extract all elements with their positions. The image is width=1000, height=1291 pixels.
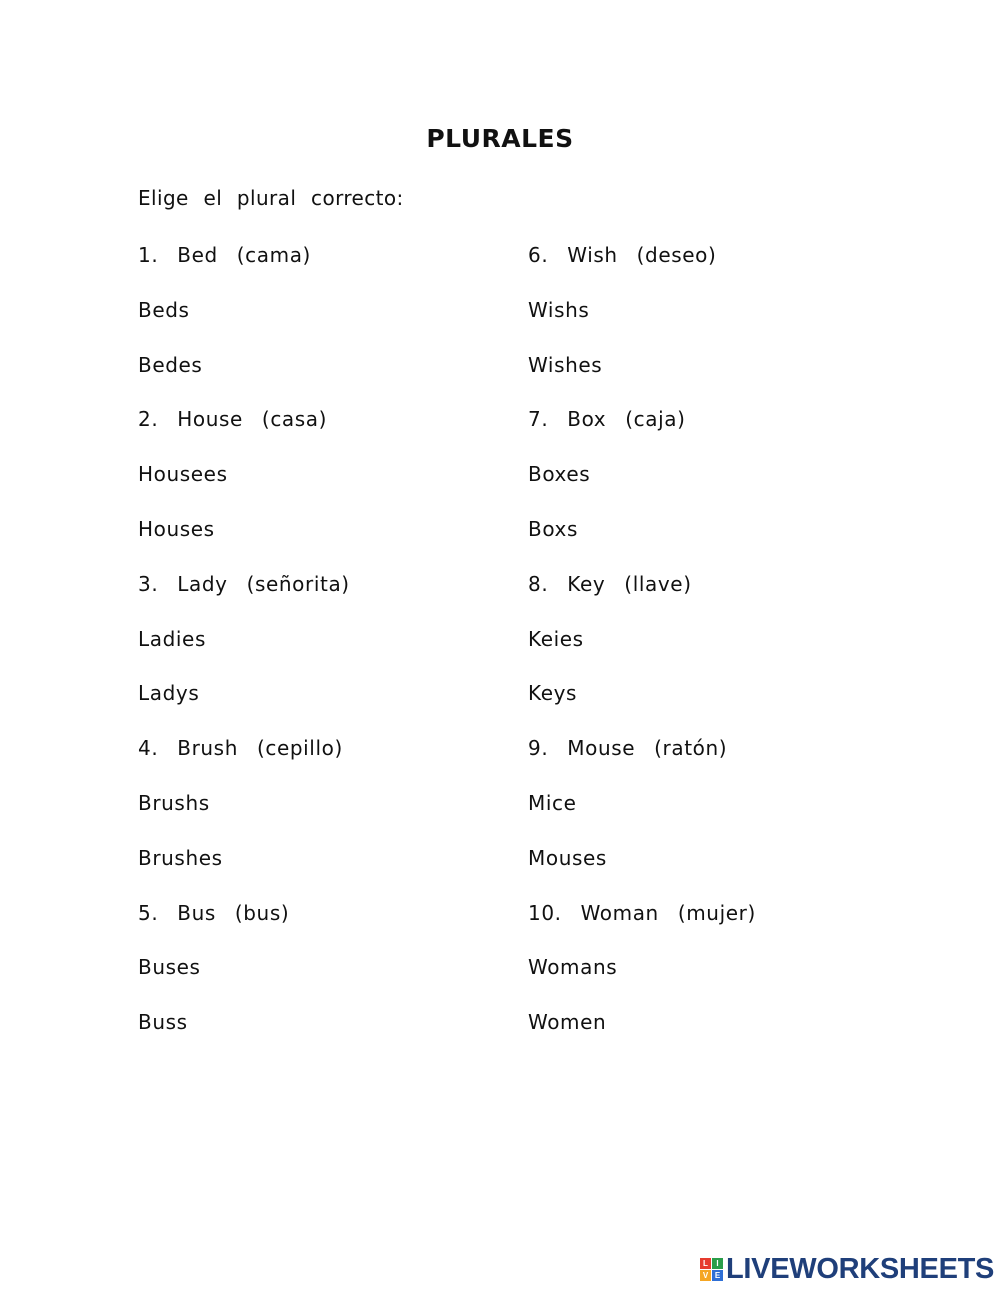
question-translation: (deseo)	[636, 243, 717, 267]
answer-option[interactable]: Boxs	[528, 516, 578, 541]
question-number: 8.	[528, 571, 549, 596]
answer-option[interactable]: Wishs	[528, 297, 590, 322]
answer-option[interactable]: Bedes	[138, 352, 203, 377]
question-translation: (llave)	[624, 571, 692, 596]
question-word: Key	[567, 571, 606, 596]
question-word: Mouse	[567, 736, 636, 761]
answer-option[interactable]: Ladys	[138, 681, 200, 706]
question-number: 9.	[528, 736, 549, 761]
question-8	[528, 569, 756, 624]
liveworksheets-logo	[700, 1254, 994, 1284]
question-7	[528, 404, 756, 459]
logo-letter: L	[700, 1258, 711, 1269]
answer-option[interactable]: Keys	[528, 681, 578, 706]
answer-option[interactable]: Buses	[138, 955, 201, 980]
answer-option[interactable]: Boxes	[528, 462, 591, 487]
question-word: Brush	[177, 736, 238, 761]
answer-option[interactable]: Mouses	[528, 845, 607, 870]
instruction-text: Elige el plural correcto:	[138, 186, 404, 210]
question-word: House	[177, 407, 243, 432]
answer-option[interactable]: Beds	[138, 297, 190, 322]
question-number: 4.	[138, 736, 159, 761]
question-translation: (señorita)	[246, 571, 350, 596]
question-translation: (cepillo)	[256, 736, 343, 761]
answer-option[interactable]: Ladies	[138, 626, 206, 651]
question-number: 10.	[528, 900, 562, 925]
question-translation: (mujer)	[677, 900, 756, 925]
answer-option[interactable]: Brushes	[138, 845, 223, 870]
brand-name: LIVEWORKSHEETS	[726, 1252, 995, 1285]
question-10	[528, 898, 756, 953]
answer-option[interactable]: Womans	[528, 955, 618, 980]
answer-option[interactable]: Mice	[528, 790, 577, 815]
logo-icon	[700, 1258, 723, 1281]
worksheet-title: PLURALES	[426, 124, 574, 153]
answer-option[interactable]: Houses	[138, 516, 215, 541]
logo-letter: V	[700, 1270, 711, 1281]
question-6	[528, 240, 756, 295]
question-translation: (bus)	[234, 900, 290, 925]
answer-option[interactable]: Brushs	[138, 790, 210, 815]
answer-option[interactable]: Buss	[138, 1010, 188, 1035]
left-question-column	[138, 240, 350, 1062]
question-word: Woman	[580, 900, 659, 925]
question-word: Box	[567, 407, 607, 432]
right-question-column	[528, 240, 756, 1062]
question-translation: (caja)	[625, 407, 686, 432]
question-number: 3.	[138, 571, 159, 596]
question-number: 6.	[528, 243, 549, 267]
question-translation: (cama)	[236, 243, 311, 267]
question-4	[138, 733, 350, 788]
question-translation: (ratón)	[654, 736, 728, 761]
question-word: Bed	[177, 243, 218, 267]
logo-letter: E	[712, 1270, 723, 1281]
question-number: 7.	[528, 407, 549, 432]
question-2	[138, 404, 350, 459]
logo-letter: I	[712, 1258, 723, 1269]
question-translation: (casa)	[261, 407, 328, 432]
question-number: 5.	[138, 900, 159, 925]
question-9	[528, 733, 756, 788]
question-word: Lady	[177, 571, 228, 596]
question-word: Bus	[177, 900, 216, 925]
answer-option[interactable]: Keies	[528, 626, 584, 651]
question-number: 2.	[138, 407, 159, 432]
question-number: 1.	[138, 243, 159, 267]
question-1	[138, 240, 350, 295]
answer-option[interactable]: Housees	[138, 462, 228, 487]
question-5	[138, 898, 350, 953]
answer-option[interactable]: Wishes	[528, 352, 603, 377]
question-3	[138, 569, 350, 624]
question-word: Wish	[567, 243, 618, 267]
answer-option[interactable]: Women	[528, 1010, 607, 1035]
